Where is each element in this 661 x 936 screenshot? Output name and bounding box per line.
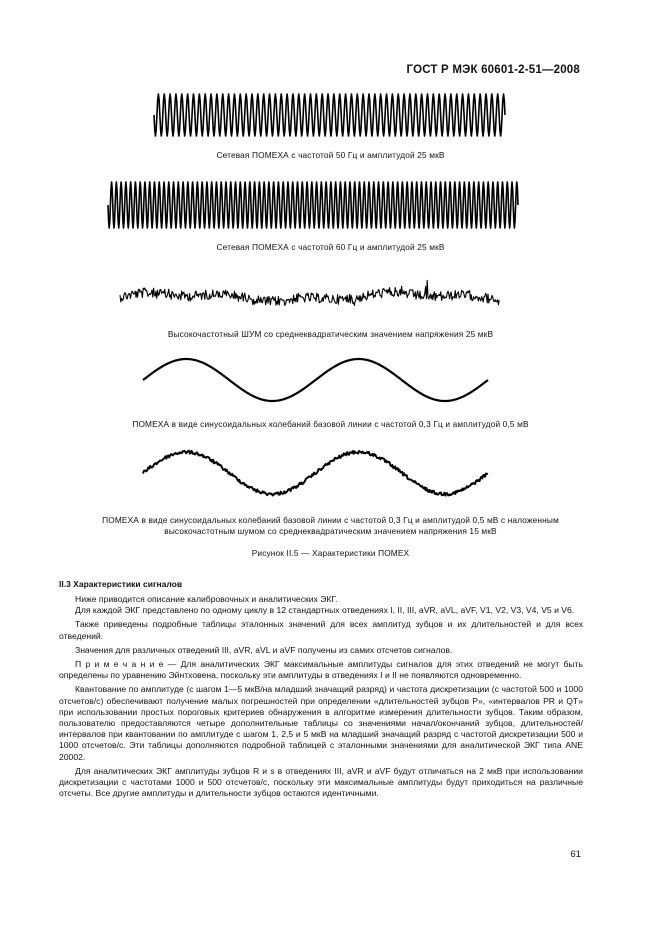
baseline-sine-noise-waveform [0,446,661,500]
mains-60hz-trace [108,182,518,228]
document-header: ГОСТ Р МЭК 60601-2-51—2008 [406,64,580,76]
hf-noise-waveform [0,280,661,314]
figure-caption-mains-50: Сетевая ПОМЕХА с частотой 50 Гц и амплитудой 25 мкВ [216,150,445,160]
figure-title: Рисунок II.5 — Характеристики ПОМЕХ [251,548,410,558]
mains-50hz-waveform [0,92,661,138]
section-body [59,594,583,802]
baseline-sine-noise-trace [143,451,488,496]
baseline-sine-trace [143,359,488,401]
figure-caption-baseline-sine-noise-line2: высокочастотным шумом со среднеквадратическим значением напряжения 15 мкВ [164,526,497,536]
section-title: II.3 Характеристики сигналов [59,579,183,589]
hf-noise-trace [120,280,499,305]
baseline-sine-waveform [0,355,661,405]
figure-caption-mains-60: Сетевая ПОМЕХА с частотой 60 Гц и амплитудой 25 мкВ [216,242,445,252]
mains-50hz-trace [154,94,505,136]
page-number: 61 [570,849,581,860]
paragraph: Квантование по амплитуде (с шагом 1—5 мкВ/на младший значащий разряд) и частота дискретизации (с частотой 500 и 1000 отсчетов/с) обеспечивают получение малых погрешностей при определении «длительностей зубцов P», «интервалов PR и QT» при использовании простых пороговых критериев обнаружения в алгоритме измерения длительности зубцов. Таким образом, пользователю предоставляются четыре дополнительные таблицы со значениями начал/окончаний зубцов, длительностей/интервалов при квантовании по амплитуде с шагом 1, 2,5 и 5 мкВ на младший значащий разряд с частотой дискретизации 500 и 1000 отсчетов/с. Эти таблицы дополняются подробной таблицей с эталонными значениями для аналитической ЭКГ типа ANE 20002. [59,684,583,762]
paragraph: Ниже приводится описание калибровочных и аналитических ЭКГ. [75,594,338,604]
figure-caption-hf-noise: Высокочастотный ШУМ со среднеквадратическим значением напряжения 25 мкВ [167,329,494,339]
paragraph: Также приведены подробные таблицы эталонных значений для всех амплитуд зубцов и их длительностей и для всех отведений. [59,619,583,641]
paragraph: Значения для различных отведений III, aVR, aVL и aVF получены из самих отсчетов сигналов. [75,644,453,655]
paragraph: Для каждой ЭКГ представлено по одному циклу в 12 стандартных отведениях I, II, III, aVR, aVL, aVF, V1, V2, V3, V4, V5 и V6. [75,605,575,616]
note-paragraph: П р и м е ч а н и е — Для аналитических ЭКГ максимальные амплитуды сигналов для этих отведений не могут быть определены по уравнению Эйнтховена, поскольку эти амплитуды в отведениях I и II не появляются одновременно. [59,659,583,681]
paragraph: Для аналитических ЭКГ амплитуды зубцов R и s в отведениях III, aVR и aVF будут отличаться на 2 мкВ при использовании дискретизации с частотами 1000 и 500 отсчетов/с, поскольку эти максимальные амплитуды будут приходиться на различные отсчеты. Все другие амплитуды и длительности зубцов остаются идентичными. [59,765,583,799]
figure-caption-baseline-sine: ПОМЕХА в виде синусоидальных колебаний базовой линии с частотой 0,3 Гц и амплитудой 0,5 мВ [132,419,529,429]
mains-60hz-waveform [0,180,661,230]
figure-caption-baseline-sine-noise-line1: ПОМЕХА в виде синусоидальных колебаний базовой линии с частотой 0,3 Гц и амплитудой 0,5 мВ с наложенным [102,515,559,525]
